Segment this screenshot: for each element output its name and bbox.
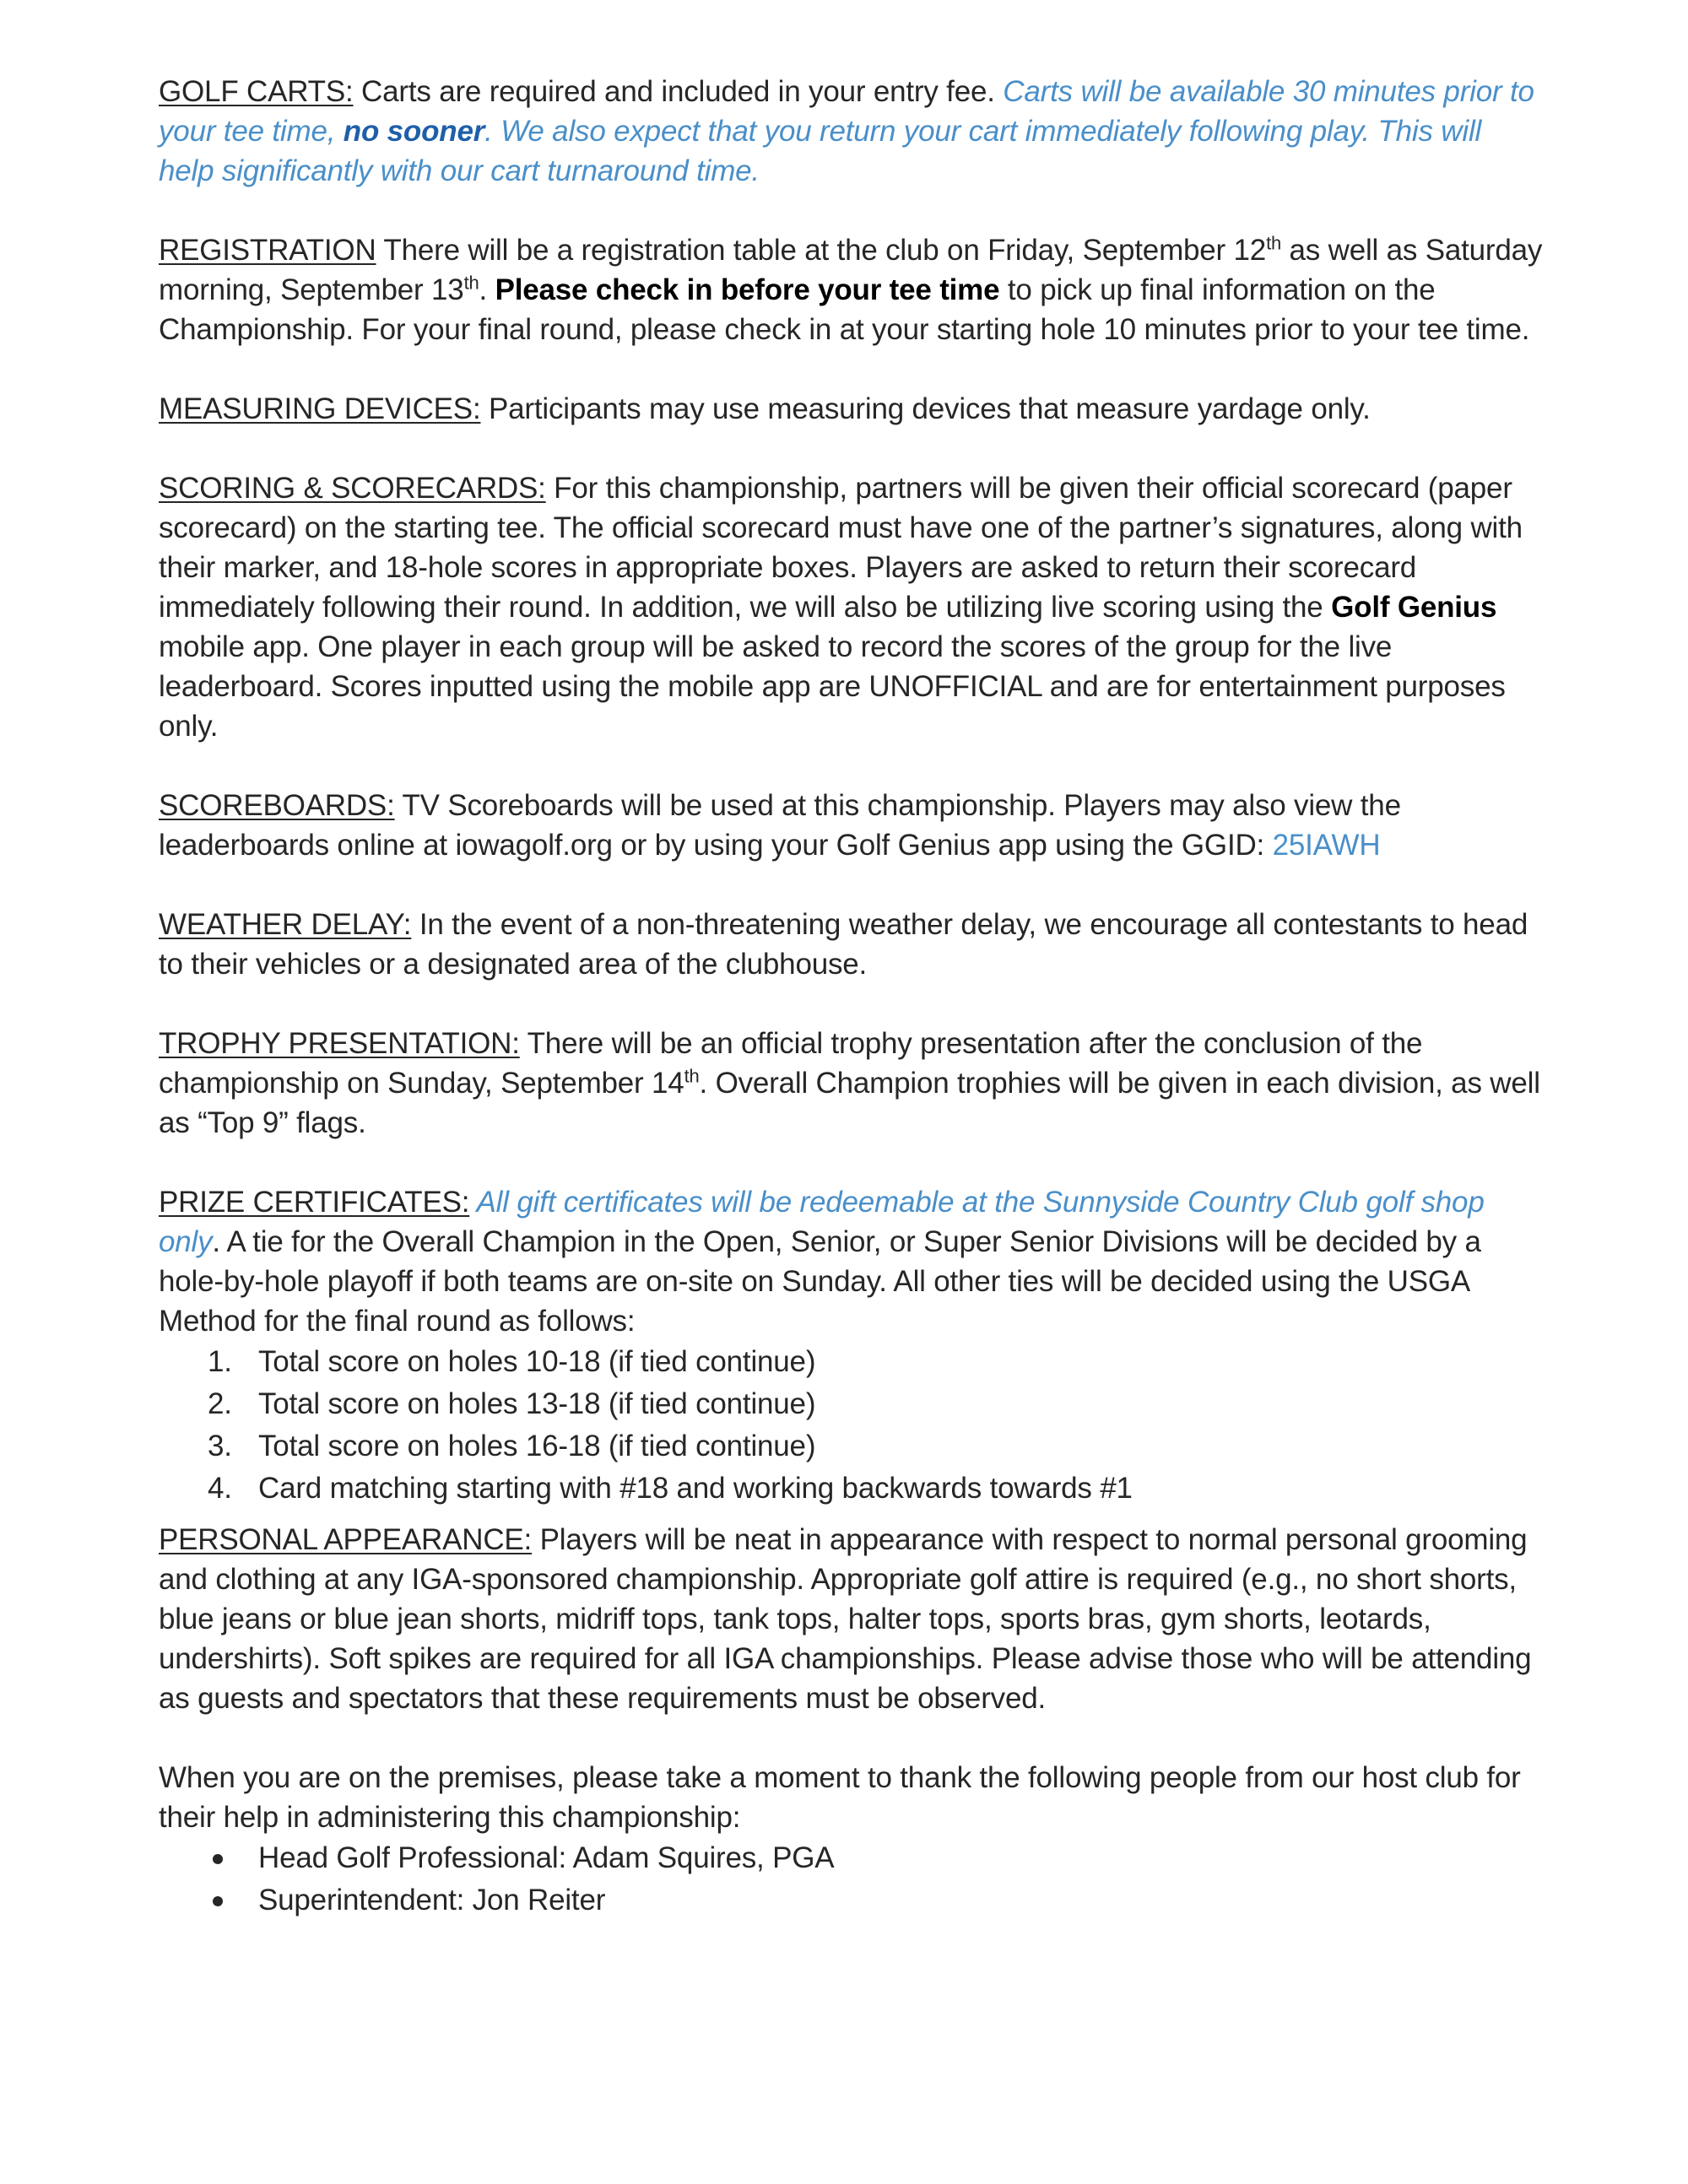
measuring-text: Participants may use measuring devices that measure yardage only. [480,392,1371,425]
list-item [159,1383,1543,1425]
list-item-number: 3. [208,1430,232,1462]
weather-section [159,905,1543,984]
scoring-heading: SCORING & SCORECARDS: [159,472,546,505]
registration-text-1: There will be a registration table at the club on Friday, September 12 [376,234,1267,267]
list-item-text: Total score on holes 10-18 (if tied continue) [258,1345,816,1378]
golf-carts-italic-2: . We also expect that you return your cart immediately following play. This will help significantly with our cart turnaround time. [159,115,1482,187]
measuring-heading: MEASURING DEVICES: [159,392,481,425]
golf-carts-emphasis: no sooner [343,115,485,148]
scoreboards-section [159,786,1543,865]
thanks-text: When you are on the premises, please take a moment to thank the following people from our host club for their help in administering this championship: [159,1761,1521,1834]
list-item [159,1879,1543,1922]
list-item-number: 1. [208,1345,232,1378]
registration-heading: REGISTRATION [159,234,376,267]
list-item-text: Head Golf Professional: Adam Squires, PGA [258,1841,835,1874]
golf-carts-italic-1: Carts will be available 30 minutes prior to your tee time, [159,75,1534,148]
measuring-section [159,389,1543,429]
trophy-text-1: There will be an official trophy presentation after the conclusion of the championship on Sunday, September 14 [159,1027,1423,1100]
prize-italic: All gift certificates will be redeemable at the Sunnyside Country Club golf shop only [159,1186,1485,1258]
list-item-text: Total score on holes 13-18 (if tied continue) [258,1387,816,1420]
registration-bold: Please check in before your tee time [495,273,1000,306]
appearance-text: Players will be neat in appearance with respect to normal personal grooming and clothing at any IGA-sponsored championship. Appropriate golf attire is required (e.g., no short shorts, blue jeans or blue jean shorts, midriff tops, tank tops, halter tops, sports bras, gym shorts, leotards, undershirts). Soft spikes are required for all IGA championships. Please advise those who will be attending as guests and spectators that these requirements must be observed. [159,1523,1532,1715]
appearance-heading: PERSONAL APPEARANCE: [159,1523,533,1556]
host-club-staff-list [159,1837,1543,1922]
scoring-section [159,468,1543,746]
list-item [159,1468,1543,1510]
golf-carts-heading: GOLF CARTS: [159,75,354,108]
scoring-text-2: mobile app. One player in each group will be asked to record the scores of the group for the live leaderboard. Scores inputted using the mobile app are UNOFFICIAL and are for entertainment purposes only. [159,630,1506,743]
appearance-section [159,1520,1543,1718]
prize-heading: PRIZE CERTIFICATES: [159,1186,470,1219]
weather-text: In the event of a non-threatening weather delay, we encourage all contestants to head to their vehicles or a designated area of the clubhouse. [159,908,1528,981]
bullet-icon [213,1854,223,1864]
prize-section [159,1182,1543,1341]
list-item [159,1837,1543,1879]
list-item-text: Card matching starting with #18 and working backwards towards #1 [258,1472,1133,1505]
weather-heading: WEATHER DELAY: [159,908,412,941]
thanks-section [159,1758,1543,1837]
document-body [159,72,1543,1932]
scoring-bold: Golf Genius [1331,591,1497,624]
list-item [159,1425,1543,1468]
scoreboards-heading: SCOREBOARDS: [159,789,395,822]
trophy-text-2: . Overall Champion trophies will be given in each division, as well as “Top 9” flags. [159,1067,1540,1139]
trophy-heading: TROPHY PRESENTATION: [159,1027,520,1060]
list-item-number: 4. [208,1472,232,1505]
list-item-text: Total score on holes 16-18 (if tied continue) [258,1430,816,1462]
registration-text-3: . [479,273,495,306]
scoreboards-ggid: 25IAWH [1272,829,1381,862]
registration-sup-1: th [1266,232,1282,254]
trophy-section [159,1024,1543,1143]
bullet-icon [213,1896,223,1906]
tie-break-list [159,1341,1543,1510]
registration-text-2: as well as Saturday morning, September 13 [159,234,1543,306]
list-item-text: Superintendent: Jon Reiter [258,1884,606,1916]
registration-text-4: to pick up final information on the Championship. For your final round, please check in at your starting hole 10 minutes prior to your tee time. [159,273,1530,346]
list-item [159,1341,1543,1383]
golf-carts-text: Carts are required and included in your entry fee. [353,75,1004,108]
scoring-text-1: For this championship, partners will be given their official scorecard (paper scorecard) on the starting tee. The official scorecard must have one of the partner’s signatures, along with their marker, and 18-hole scores in appropriate boxes. Players are asked to return their scorecard immediately following their round. In addition, we will also be utilizing live scoring using the [159,472,1523,624]
golf-carts-section [159,72,1543,191]
list-item-number: 2. [208,1387,232,1420]
prize-text: . A tie for the Overall Champion in the Open, Senior, or Super Senior Divisions will be decided by a hole-by-hole playoff if both teams are on-site on Sunday. All other ties will be decided using the USGA Method for the final round as follows: [159,1225,1481,1338]
trophy-sup: th [684,1065,700,1087]
registration-section [159,230,1543,349]
registration-sup-2: th [463,272,479,294]
scoreboards-text: TV Scoreboards will be used at this championship. Players may also view the leaderboards online at iowagolf.org or by using your Golf Genius app using the GGID: [159,789,1401,862]
